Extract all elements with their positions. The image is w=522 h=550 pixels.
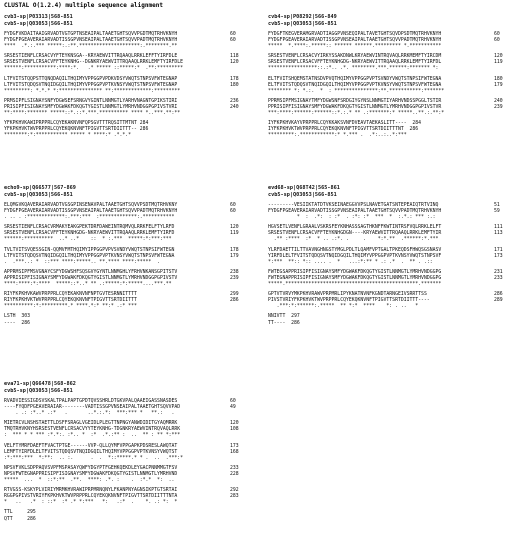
conservation-row (4, 133, 248, 139)
sequence-text: PIVSTVRIYFKPKHVKTWVPRPPRLCQYEKQKNVNFTPIGVTTSRTDIITTT---- (268, 298, 430, 304)
sequence-text: SRSESTVENFLCRSACVYIRKYSSAKDNWLKRYAEWVINTRQVAQLRRKMEMFTYIRCDM (268, 54, 442, 60)
sequence-text: TMQTRHVKNYHSRSESTVENFLCRSACVYYTEYKNHG-TDGNKRYAEWVINTRQVAQLRRK (4, 427, 181, 433)
sequence-text: * .. .* : ::* :* .* *:*** *: .:* . *. .: *: * (4, 500, 178, 506)
residue-highlight (464, 32, 470, 38)
alignment-group (4, 488, 248, 506)
residue-position: 240 (230, 104, 239, 110)
residue-position: 178 (230, 76, 239, 82)
sequence-text: LSTH 303 (4, 314, 30, 320)
conservation-row (4, 433, 248, 439)
alignment-group (268, 292, 512, 310)
sequence-text: LTFVITSTQQPSTTQNQDAQILTHQIMYVPPGGPVPDKVDSYVWQTSTNPSVFWTEGNAP (4, 76, 178, 82)
alignment-group (268, 77, 512, 95)
sequence-text: SRSESTVENFLCRSACVFFTEYKNHGDG-NKRYAEWVITTRQAAQLRRKLEMFTYIRFDL (268, 60, 442, 66)
conservation-row (4, 500, 248, 506)
residue-highlight (180, 209, 192, 215)
sequence-text: LTFVITSTQDQSVTNQIDGQILTHQIMYVPPGGPVPTKVNSYVWQTSTNPSVFWTEGNAP (4, 82, 178, 88)
residue-highlight (210, 203, 214, 209)
sequence-text: . .. . :*************:.***:*** :*************:.*********** (4, 215, 175, 221)
sequence-text: FWTEGNAPPRISIPFISIGNAYSMFYDGWAKFDKQGTYGISTLNNMGTLYMRHVNDGGPG (268, 275, 442, 281)
sequence-text: ********:*:*********** ***** * ****:* .*.*.* (4, 133, 149, 139)
sequence-header: cvb3-sp|P03313|568-851 (4, 14, 73, 20)
sequence-text: : *** * * *** :*.*:. :*.. * :* .*.:** : .. ** : ** *:*** (4, 433, 181, 439)
conservation-row (4, 282, 248, 288)
residue-position: 286 (230, 298, 239, 304)
alignment-group (268, 270, 512, 288)
sequence-header: cvb5-sp|Q03053|566-851 (268, 21, 337, 27)
residue-position: 238 (230, 269, 239, 275)
sequence-text: QTT 286 (4, 516, 36, 522)
sequence-text: PPRMSIPFMSIGNAYTMFYDGWSNFSRDGIYGYNSLNNMGTIYARHVNDSSPGGLTSTIR (268, 98, 442, 104)
alignment-group (4, 444, 248, 462)
sequence-text: LEMFTYIRFDLELTFVITSTQDQSVTNQIDGQILTHQIMYVPPGGPVPTKVNSYVWQTST (4, 449, 178, 455)
conservation-row (4, 66, 248, 72)
alignment-group (4, 225, 248, 243)
alignment-block-cvb4 (268, 14, 512, 139)
sequence-text: RVADVIESSIGDSVSKALTPALPAPTGPDTQVSSHRLDTGKVPALQAAEIGASSNASDES (4, 399, 178, 404)
residue-position: 118 (230, 54, 239, 60)
alignment-group (268, 99, 512, 117)
residue-highlight (190, 405, 198, 411)
residue-highlight (442, 32, 446, 38)
sequence-text: NPSVFVKLSDPPAQVSVPFMSPASAYQWFYDGYPTFGEHKQEKDLEYGACPNNMMGTFSV (4, 465, 178, 471)
residue-position: 292 (230, 488, 239, 494)
sequence-text: FYDGFPGEAVERAIARVADTISSGPVNSEAIPALTAAETGHTSQVVPADTMQTRHVKNYH (268, 38, 442, 44)
residue-position: 60 (494, 38, 500, 44)
residue-position: 179 (494, 82, 503, 88)
sequence-text: SRSESTIENFLCRSACVRMAKYEAKGPEKTDRFDAWEINTRQMVQLRRKFELFTYLRFD (4, 225, 175, 231)
sequence-text: .***:*:******:.***** ** *:* **** *: . .. * (268, 304, 433, 310)
sequence-text: ******:********** ..* ..* :: * :.*** *****:*:***:*** (4, 237, 172, 243)
sequence-text: YFKPKHVKAWIPRPPRLCQYEKAKNVNFQPSGVTTTRQSITTMTNT 284 (4, 121, 149, 127)
sequence-text: HGVSETLVENFLGRAALVSKRSFEYKNHASSSAGTHKNFFKWTINTRSFVQLRRKLELFT (268, 225, 442, 231)
conservation-row (268, 66, 512, 72)
residue-position: 233 (230, 465, 239, 471)
sequence-text: YFKPKHVKTWVPRPPRLCQYEKQKNVNFTPIGVTTSRTDIITTT-- 286 (4, 127, 149, 133)
residue-position: 60 (230, 203, 236, 208)
residue-position: 120 (230, 225, 239, 231)
alignment-group (4, 466, 248, 484)
alignment-group (4, 203, 248, 221)
alignment-group (268, 121, 512, 139)
conservation-row (4, 411, 248, 417)
conservation-row (4, 89, 248, 95)
sequence-text: RIYFKPKHVKTWVPRPPRLCQYEKQKNVNFTPIGVTTSRTDIITTT (4, 298, 137, 304)
residue-position: 51 (494, 203, 500, 208)
sequence-text: .** :**** :* * .. .:*. . . *:*.** .******:*.*** (268, 237, 439, 243)
sequence-text: SRSESTVENFLCRSACVFFTEYKNHGDG-NKRYAEWVITTRQAAQLRRKLEMFTYIRFD (4, 231, 175, 237)
residue-position: 120 (230, 421, 239, 427)
residue-highlight (190, 399, 198, 405)
sequence-row (268, 321, 512, 327)
residue-position: 286 (494, 292, 503, 298)
residue-position: 60 (494, 32, 500, 37)
residue-position: 60 (230, 38, 236, 44)
sequence-text: FYDGFPGEAVERAIARVADTISSGPVNSEAIPALTAAETGHTSQVVPADTMQTRHVKNYH (4, 38, 178, 44)
sequence-text: ----FYQDFPGEAVERAIAR--------VADTISSGPVNSEAIPALTAAETGHTSQVVPAD (4, 405, 181, 411)
alignment-group (4, 77, 248, 95)
residue-position: 180 (230, 82, 239, 88)
residue-position: 299 (230, 292, 239, 298)
alignment-group (4, 248, 248, 266)
sequence-text: TTL 295 (4, 510, 36, 516)
residue-position: 283 (230, 494, 239, 500)
sequence-text: :*:***:*** *:**: .. :. . . *::*****.* * . .. .***:* (4, 455, 184, 461)
alignment-group (4, 99, 248, 117)
sequence-text: FYDGFVKDAITAAIGRVADTVGTGPTNSEAIPALTAAETGHTSQVVPGDTMQTRHVKNYH (4, 32, 178, 37)
residue-position: 120 (494, 54, 503, 60)
sequence-text: LTFVITSTQDQSVTNQIDGQILTHQIMYVPPGGPVPTKVNSYVWQTSTNPSVFWTEGNA (4, 253, 175, 259)
alignment-group (4, 314, 248, 326)
alignment-group (4, 121, 248, 139)
sequence-text: * : .*: : :* . :*: :* *** * :.*.: *** :.: (268, 215, 436, 221)
residue-highlight (180, 203, 192, 209)
sequence-text: SRSESTVENFLCRSACVFFTEYKNHGDGN----KRYAEWVITTRQAAQLRRKLEMFTYIR (268, 231, 442, 237)
conservation-row (4, 111, 248, 117)
residue-position: 233 (494, 275, 503, 281)
sequence-text: PRISIPFISIGNAYSMFYDGWAKFDKQGTYGISTLNNMGTLYMRHVNDGGPGPIVSTVRI (4, 104, 178, 110)
sequence-header: evd68-sp|Q68T42|565-861 (268, 185, 340, 191)
conservation-row (4, 215, 248, 221)
residue-position: 168 (230, 449, 239, 455)
sequence-text: YIRFDLELTFVITSTQDQSVTNQIDGQILTHQIMYVPPGGPVPTKVNSYVWQTSTNPSVF (268, 253, 442, 259)
sequence-text: YLRFDAETTILTTVAVNGHNGSTYMGLPDLTLQAMFVPTGALTPKEQDSFHWQSGSNASV (268, 247, 442, 253)
sequence-text: . .: :*..* .:* . ..*.:.*: ***:*** * **.: . (4, 411, 175, 417)
sequence-text: PPRISIPFISIGNAYSMFYDGWAKFDKQGTYGISTLNNMGTLYMRHVNDGGPGPIVSTVR (268, 104, 442, 110)
sequence-text: **** .*.:.*** *****:.:**.*********************:.********.** (4, 44, 178, 50)
residue-highlight (210, 209, 214, 215)
sequence-text: **********:*:*********.* ****.*:* **:* .:* *** (4, 304, 137, 310)
alignment-block-cvb3 (4, 14, 248, 139)
residue-highlight (200, 444, 210, 450)
alignment-block-evd68 (268, 185, 512, 327)
residue-position: 60 (230, 32, 236, 37)
sequence-text: ******:***********:****:*. .* ***** ::*****:* .**:********* (4, 66, 184, 72)
residue-position: 113 (494, 231, 503, 237)
sequence-text: . .***..: * ::*** ****:*****.. **.**** ****:***** . (4, 259, 160, 265)
alignment-block-echo9 (4, 185, 248, 327)
sequence-text: MIETRCVLNSHSTAETTLDSFFSRAGLVGEIDLPLEGTTNPNGYANWDIDITGYAQMRRK (4, 421, 178, 427)
conservation-row (4, 304, 248, 310)
sequence-text: ***:****:******:******::*.:.* ** .:*******:* *****..**.:.**:* (268, 111, 445, 117)
sequence-text: ******** *: *.:. * : ***************:**.***********:******* (268, 88, 445, 94)
alignment-group (4, 270, 248, 288)
conservation-row (268, 89, 512, 95)
alignment-group (268, 248, 512, 266)
alignment-block-eva71 (4, 381, 248, 523)
residue-position: 179 (230, 253, 239, 259)
sequence-header: cvb4-sp|P08292|566-849 (268, 14, 337, 20)
conservation-row (268, 282, 512, 288)
residue-position: 173 (494, 253, 503, 259)
residue-position: 231 (494, 269, 503, 275)
sequence-text: *****.**********************************************.******* (268, 282, 442, 288)
residue-position: 60 (230, 209, 236, 215)
sequence-text: *********: *.*.* *:*************** **:*************:********* (4, 88, 181, 94)
sequence-text: ELTFVITSTQDQSVTNQIDGQILTHQIMYVPPGGPVPTKVNSYVWQTSTNPSVFWTEGNA (268, 82, 442, 88)
residue-highlight (204, 32, 208, 38)
residue-highlight (442, 38, 446, 44)
sequence-text: APPRISIPFISIGNAYSMFYDGWAKFDKQGTYGISTLNNMGTLYMRHVNDGGPGPIVSTV (4, 275, 178, 281)
sequence-text: FYDGFPGEAVERAIARVADTISSGPVNSEAIPALTAAETGHTSQVVPADTMQTRHVKNYH (268, 209, 442, 215)
sequence-text: *:*** **:: *:: .... . * ...:*:** * .: .* . ** . .:: (268, 259, 433, 265)
residue-position: 173 (230, 443, 239, 449)
conservation-row (4, 478, 248, 484)
conservation-row (268, 260, 512, 266)
residue-position: 119 (230, 231, 239, 237)
conservation-row (268, 215, 512, 221)
sequence-text: ELQMGVKQAVERAIARVADTVGSGPINSENAVPALTAAETGHTSQVVPSDTMQTRHVKNY (4, 203, 178, 208)
sequence-text: *********:.************:* *.*** . .*:..:..*:*** (268, 133, 422, 139)
sequence-text: FWTEGSAPPRISIPFISIGNAYSMFYDGWAKFDKQGTYGISTLNNMGTLYMRHVNDGGPG (268, 269, 442, 275)
sequence-header: eva71-sp|Q66478|568-862 (4, 381, 76, 387)
conservation-row (268, 133, 512, 139)
sequence-text: GPTVTVRVYMKPKHVRAWVPRPMRLIPYKNATNVNFKGNDTARNGEIVSRRTTSS (268, 292, 427, 298)
residue-position: 228 (230, 471, 239, 477)
sequence-text: ---------VESIIKTATDTVKSEINAEGGVVPSLNAVETGATSNTEPEAIQTRTVINQ (268, 203, 439, 208)
conservation-row (268, 111, 512, 117)
page-title: CLUSTAL O(1.2.4) multiple sequence alignment (4, 2, 163, 9)
residue-position: 178 (230, 247, 239, 253)
sequence-text: IYFKPKHVKTWVPRPPRLCQYEKQKNVNFTPIGVTTSRTDIITTTNT 286 (268, 127, 419, 133)
sequence-text: RIYFKPKHVKAWVPRPPRLCQYEKAKNVNFNPTGVTESRNNITTTT (4, 292, 137, 298)
sequence-text: **:****:******* *****::*.::*.***.********** **** *..***.**:** (4, 111, 181, 117)
sequence-text: TVLTVITSVQESSGIN-QQMVFMTHQIMYIPPGGPVPVSVNDYVWQTSTNPSIFWTEGN (4, 247, 175, 253)
conservation-row (268, 304, 512, 310)
alignment-group (4, 421, 248, 439)
sequence-text: IYFKPKHVKAYVPRPPRLCQYKKAKSVNFDVEAVTAEKASLITT---- 284 (268, 121, 422, 127)
sequence-header: echo9-sp|Q66577|567-869 (4, 185, 76, 191)
sequence-text: NPSVFWTEGNAPPRISIPFISIGNAYSMFYDGWAKFDKQGTYGISTLNNMGTLYMRHVND (4, 471, 178, 477)
alignment-group (4, 54, 248, 72)
residue-position: 60 (230, 399, 236, 404)
residue-position: 180 (494, 76, 503, 82)
alignment-group (268, 32, 512, 50)
conservation-row (4, 237, 248, 243)
residue-position: 289 (494, 298, 503, 304)
residue-position: 239 (230, 275, 239, 281)
residue-position: 240 (494, 98, 503, 104)
alignment-group (4, 510, 248, 522)
alignment-group (4, 292, 248, 310)
sequence-text: NNIVTT 297 (268, 314, 300, 320)
residue-position: 236 (230, 98, 239, 104)
residue-position: 111 (494, 225, 503, 231)
sequence-text: ****:****:*:**** *****::*..* ** .:*****:*:*****....***.** (4, 282, 175, 288)
conservation-row (4, 44, 248, 50)
sequence-text: ELTFVITSHQEMSTATNSDVPVQTHQIMYVPPGGPVPTSVNDYVWQTSTNPSIFWTEGNA (268, 76, 442, 82)
sequence-header: cvb5-sp|Q03053|566-851 (4, 21, 73, 27)
conservation-row (268, 44, 512, 50)
sequence-header: cvb5-sp|Q03053|566-851 (268, 192, 337, 198)
alignment-group (268, 314, 512, 326)
residue-position: 119 (494, 60, 503, 66)
sequence-row (4, 321, 248, 327)
residue-position: 120 (230, 60, 239, 66)
residue-position: 171 (494, 247, 503, 253)
sequence-text: TT---- 286 (268, 320, 300, 326)
sequence-text: APPRMSIPFMSVGNAYCSFYDGWSHFSQSGVYGYNTLNNMGHLYFRHVNKANSGPITSTV (4, 269, 178, 275)
sequence-header: cvb5-sp|Q03053|566-851 (4, 388, 73, 394)
residue-position: 239 (494, 104, 503, 110)
conservation-row (268, 237, 512, 243)
sequence-text: SRSESTVENFLCRSACVFFTEYKNHG--DGNKRYAEWVITTRQAAQLRRKLEMFTYIRFDLE (4, 60, 184, 66)
sequence-text: VELFTYMRFDAEFTFVACTPTGE------VVP-QLLQYMFVPPGAPKPDSRESLAWQTAT (4, 443, 178, 449)
sequence-text: FYDGFPGEAVERAIARVADTISSGPVNSEAIPALTAAETGHTSQVVPADTMQTRHVKNYH (4, 209, 178, 215)
sequence-header: cvb5-sp|Q03053|566-851 (4, 192, 73, 198)
sequence-text: PRMSIPFLSIGNAYSNFYDGWSEFSRNGVYGINTLNNMGTLYARHVNAGNTGPIKSTIRI (4, 98, 178, 104)
sequence-text: ---- 286 (4, 320, 30, 326)
residue-highlight (200, 450, 210, 456)
alignment-group (268, 225, 512, 243)
sequence-text: FYDGFTKEGVERAMGRVADTIAGGPVNSEQIPALTAVETGHTSQVDPSDTMQTRHVKNYH (268, 32, 442, 37)
residue-position: 59 (494, 209, 500, 215)
residue-highlight (190, 421, 194, 427)
sequence-row (4, 517, 248, 523)
sequence-text: RGGPGPIVSTVRIYFKPKHVKTWVPRPPRLCQYEKQKNVNFTPIGVTTSRTDIITTTNTA (4, 494, 178, 500)
sequence-text: SRSESTIENFLCRSACVYFTEYKNSGA--KRYAEWVITTRQAAQLRRKLEFFTYIRFDLE (4, 54, 178, 60)
alignment-group (268, 203, 512, 221)
sequence-text: RTVGSS-KSKYPLVIRIYMRMKHVRAWIPRPMRNQNYLFKANPNYAGNSIKPTGTSRTAI (4, 488, 178, 494)
conservation-row (4, 456, 248, 462)
sequence-text: ***** ... * ::*:** .**. ****: .*. : . :*.* *: .. (4, 478, 175, 484)
alignment-group (4, 399, 248, 417)
alignment-group (268, 54, 512, 72)
conservation-row (4, 260, 248, 266)
residue-position: 49 (230, 405, 236, 411)
residue-highlight (464, 38, 470, 44)
sequence-text: ***** *.****:.*****:: ****** ******.********* *.*********** (268, 44, 442, 50)
sequence-text: *****************::.:*.. .*. ********.***.******:******* *: (268, 66, 439, 72)
alignment-group (4, 32, 248, 50)
residue-position: 108 (230, 427, 239, 433)
